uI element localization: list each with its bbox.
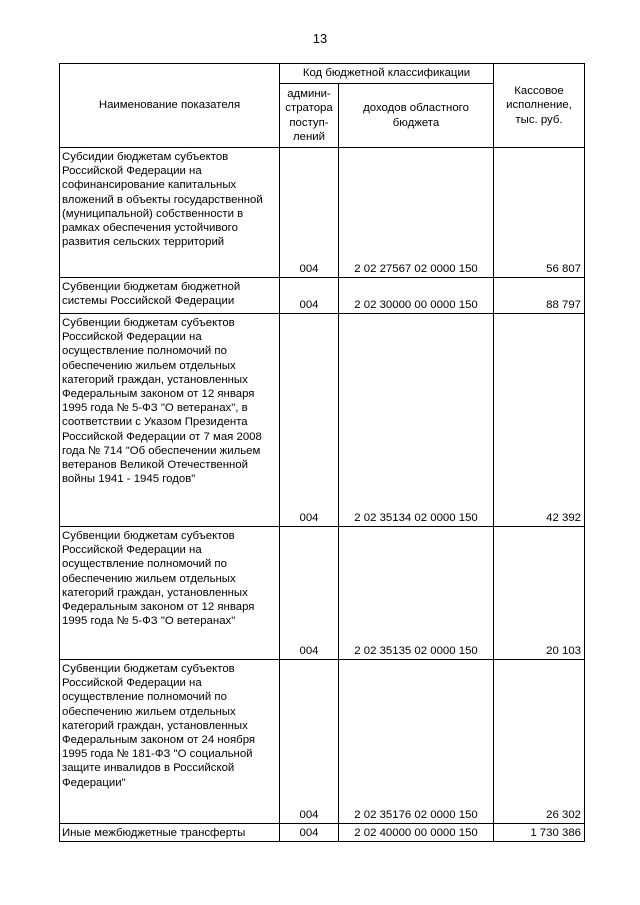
row-code: 2 02 35134 02 0000 150 [339, 314, 494, 527]
table-row [60, 824, 585, 842]
row-admin: 004 [280, 824, 339, 842]
row-name: Субвенции бюджетам бюджетной системы Российской Федерации [60, 278, 280, 314]
row-admin: 004 [280, 527, 339, 660]
row-code: 2 02 35176 02 0000 150 [339, 660, 494, 824]
row-code: 2 02 40000 00 0000 150 [339, 824, 494, 842]
header-code-group: Код бюджетной классификации [280, 64, 494, 84]
row-name: Субвенции бюджетам субъектов Российской Федерации на осуществление полномочий по обеспечению жильем отдельных категорий граждан, установленных Федеральным законом от 24 ноября 1995 года № 181-ФЗ "О социальной защите инвалидов в Российской Федерации" [60, 660, 280, 824]
header-income: доходов областного бюджета [339, 84, 494, 148]
row-admin: 004 [280, 314, 339, 527]
row-name: Субсидии бюджетам субъектов Российской Федерации на софинансирование капитальных вложений в объекты государственной (муниципальной) собственности в рамках обеспечения устойчивого развития сельских территорий [60, 148, 280, 278]
table-row [60, 314, 585, 527]
row-sum: 20 103 [494, 527, 585, 660]
row-sum: 26 302 [494, 660, 585, 824]
row-admin: 004 [280, 660, 339, 824]
row-sum: 56 807 [494, 148, 585, 278]
table-row [60, 148, 585, 278]
row-name: Субвенции бюджетам субъектов Российской Федерации на осуществление полномочий по обеспечению жильем отдельных категорий граждан, установленных Федеральным законом от 12 января 1995 года № 5-ФЗ "О ветеранах", в соответствии с Указом Президента Российской Федерации от 7 мая 2008 года № 714 "Об обеспечении жильем ветеранов Великой Отечественной войны 1941 - 1945 годов" [60, 314, 280, 527]
row-name: Иные межбюджетные трансферты [60, 824, 280, 842]
header-admin: админи-стратора поступ-лений [280, 84, 339, 148]
row-admin: 004 [280, 148, 339, 278]
row-sum: 1 730 386 [494, 824, 585, 842]
row-code: 2 02 30000 00 0000 150 [339, 278, 494, 314]
row-name: Субвенции бюджетам субъектов Российской Федерации на осуществление полномочий по обеспечению жильем отдельных категорий граждан, установленных Федеральным законом от 12 января 1995 года № 5-ФЗ "О ветеранах" [60, 527, 280, 660]
row-sum: 88 797 [494, 278, 585, 314]
page-number: 13 [312, 31, 328, 46]
header-sum: Кассовое исполнение, тыс. руб. [494, 64, 585, 148]
row-code: 2 02 35135 02 0000 150 [339, 527, 494, 660]
header-name: Наименование показателя [60, 64, 280, 148]
row-admin: 004 [280, 278, 339, 314]
table-row [60, 660, 585, 824]
row-code: 2 02 27567 02 0000 150 [339, 148, 494, 278]
table-row [60, 278, 585, 314]
row-sum: 42 392 [494, 314, 585, 527]
budget-table [59, 63, 585, 842]
table-row [60, 527, 585, 660]
